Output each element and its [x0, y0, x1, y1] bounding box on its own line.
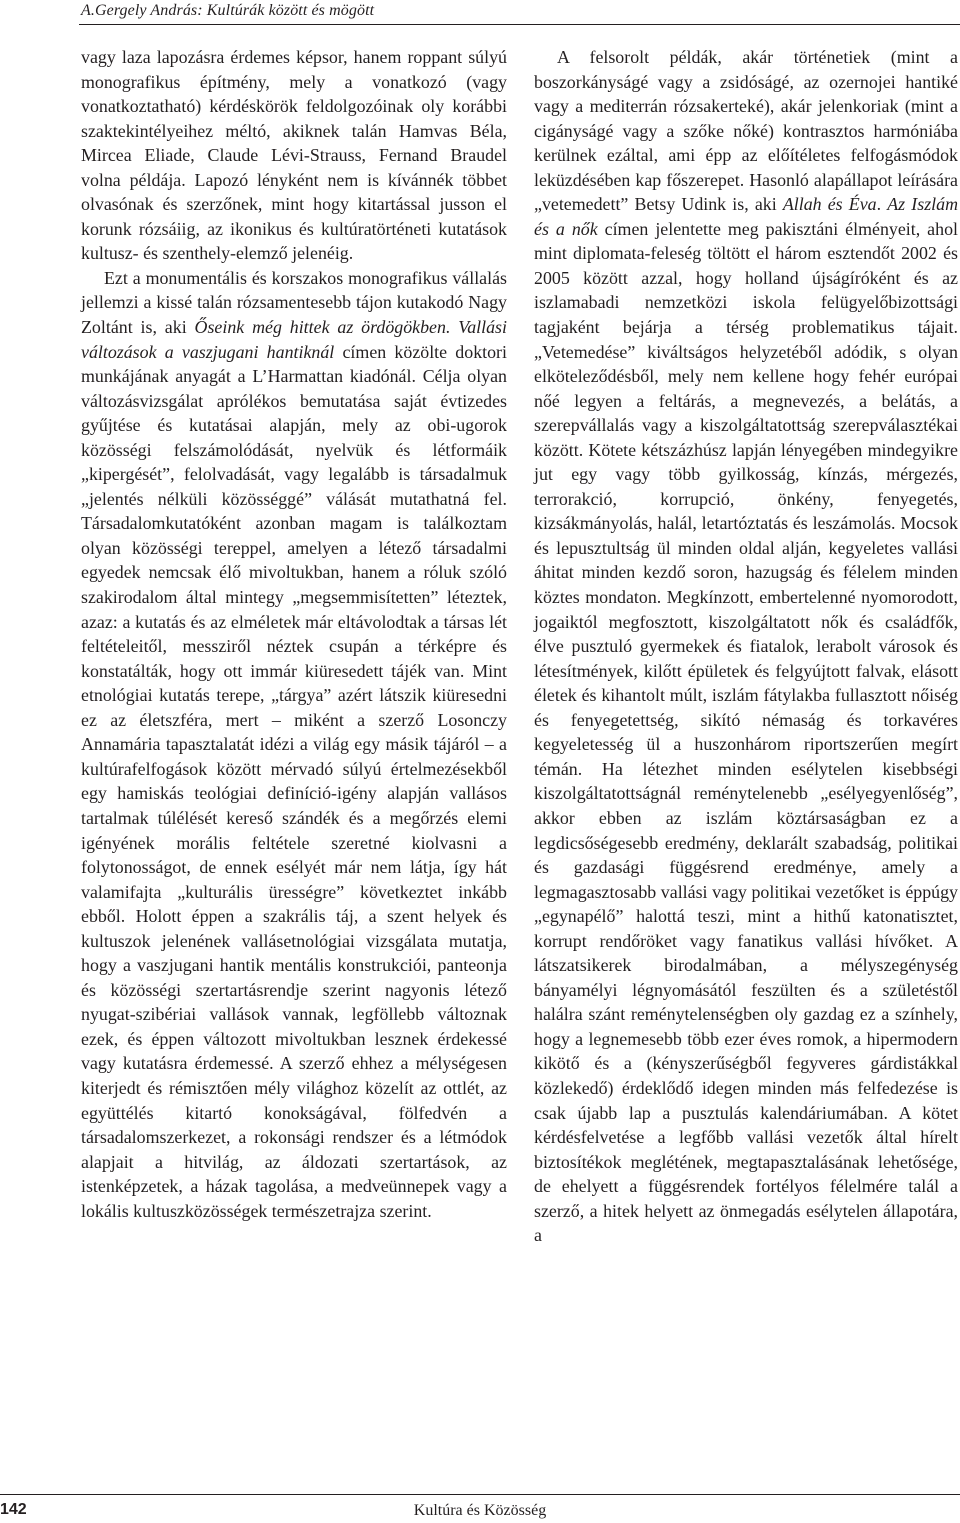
cited-title-iszlam: Az Iszlám és a nők: [534, 194, 958, 239]
cited-title-nagy: Őseink még hittek az ördögökben. Vallási változások a vaszjugani hantiknál: [81, 317, 507, 362]
running-header: A.Gergely András: Kultúrák között és mögött: [81, 2, 375, 19]
left-column: [81, 45, 507, 1223]
header-rule: [79, 24, 960, 25]
right-column: [534, 45, 958, 1248]
right-paragraph-1-sep: .: [876, 194, 888, 215]
footer-journal-title: Kultúra és Közösség: [413, 1502, 547, 1519]
left-paragraph-1: vagy laza lapozásra érdemes képsor, hanem roppant súlyú monografikus építmény, mely a vonatkozó (vagy vonatkoztatható) kérdéskörök feldolgozóinak oly korábbi szaktekintélyeihez méltó, akiknek talán Hamvas Béla, Mircea Eliade, Claude Lévi-Strauss, Fernand Braudel volna példája. Lapozó lényként nem is kívánnék többet olvasónak és szerzőnek, mint hogy kitartással jusson el korunk rózsáiig, az ikonikus és kultúratörténeti kutatások kultusz- és szenthely-elemző jelenéig.: [81, 47, 507, 264]
left-paragraph-2: [81, 266, 507, 1223]
cited-title-allah: Allah és Éva: [782, 194, 877, 215]
right-paragraph-1: [534, 45, 958, 1248]
right-paragraph-1-part-a: A felsorolt példák, akár történetiek (mint a boszorkányságé vagy a zsidóságé, az ozernojei hantiké vagy a mediterrán rózsakerteké), akár jelenkoriak (mint a cigányságé vagy a szőke nőké) kontrasztos harmóniába kerülnek ezáltal, ami épp az előítéletes felfogásmódok leküzdésében kap főszerepet. Hasonló alapállapot leírására „vetemedett” Betsy Udink is, aki: [534, 47, 958, 215]
right-paragraph-1-part-c: címen jelentette meg pakisztáni élményeit, ahol mint diplomata-feleség töltött el három esztendőt 2002 és 2005 között azzal, hogy holland újságíróként és az iszlamabadi nemzetközi iskola felügyelőbizottsági tagjaként bejárja a térség problematikus tájait. „Vetemedése” kiváltságos helyzetéből adódik, s olyan elköteleződésből, mely nem kellene hogy fehér európai nőé legyen a feltárás, a megnevezés, a belátás, a szerepvállalás vagy a kiszolgáltatottság szerepválasztékai között. Kötete kétszázhúsz lapján lényegében mindegyikre jut egy vagy több gyilkosság, kínzás, mérgezés, terrorakció, korrupció, önkény, fenyegetés, kizsákmányolás, halál, letartóztatás és leszámolás. Mocsok és lepusztultság ül minden oldal alján, kegyeletes vallási áhitat minden kezdő soron, hazugság és félelem minden köztes mondaton. Megkínzott, embertelenné nyomorodott, jogaiktól megfosztott, kiszolgáltatott nők és családfők, élve pusztuló gyermekek és fiatalok, lerabolt városok és létesítmények, kilőtt épületek és felgyújtott falvak, elásott életek és kihantolt múlt, iszlám fátylakba fullasztott nőiség és fenyegetettség, sikító némaság és torkavéres kegyeletesség ül a huszonhárom riportszerűen megírt témán. Ha létezhet minden esélytelen kisebbségi kiszolgáltatottságnál reménytelenebb „esélyegyenlőség”, akkor ebben az iszlám köztársaságban ez a legdicsőségesebb eredmény, deklarált szabadság, politikai és gazdasági függésrend eredménye, amely a legmagasztosabb vallási vagy politikai vezetőket is éppúgy „egynapélő” halottá teszi, mint a hithű katonatisztet, korrupt rendőröket vagy fanatikus vallási hívőket. A látszatsikerek birodalmában, a mélyszegénység bányamélyi légnyomásától feszülten és a születéstől halálra szánt reménytelenségben oly gazdag ez a színhely, hogy a legnemesebb több ezer éves romok, a hipermodern kikötő és a (kényszerűségből fegyveres gárdistákkal közlekedő) érdeklődő idegen minden más felfedezése is csak újabb lap a pusztulás kalendáriumában. A kötet kérdésfelvetése a legfőbb vallási vezetők által hírelt biztosítékok meglétének, megtapasztalásának lehetősége, de ehelyett a függésrendek fortélyos félelmére talál a szerző, a hitek helyett az önmegadás esélytelen állapotára, a: [534, 218, 958, 1246]
page-number: 142: [0, 1501, 27, 1518]
footer-rule: [0, 1494, 960, 1495]
left-paragraph-2-part-a: Ezt a monumentális és korszakos monografikus vállalás jellemzi a kissé talán rózsamentesebb tájon kutakodó Nagy Zoltánt is, aki: [81, 267, 507, 338]
left-paragraph-2-part-b: címen közölte doktori munkájának anyagát a L’Harmattan kiadónál. Célja olyan változásvizsgálat aprólékos bemutatása saját évtizedes gyűjtése és kutatásai alapján, mely az obi-ugorok közösségi felszámolódását, nyelvük és létformáik „kipergését”, felolvadását, vagy legalább is társadalmuk „jelentés nélküli közösséggé” válását mutathatná fel. Társadalomkutatóként azonban magam is találkoztam olyan közösségi tereppel, amelyen a létező társadalmi egyedek nemcsak élő mivoltukban, hanem a róluk szóló szakirodalom által mintegy „megsemmisítetten” léteztek, azaz: a kutatás és az elméletek már eltávolodtak a társas lét feltételeitől, messziről néztek csupán a térképre és konstatálták, hogy ott immár kiüresedett tájék van. Mint etnológiai kutatás terepe, „tárgya” azért látszik kiüresedni ez az életszféra, mert – miként a szerző Losonczy Annamária tapasztalatát idézi a világ egy másik tájáról – a kultúrafelfogások között mérvadó súlyú értelmezésekből egy hamiskás teológiai definíció-igény alapján vallásos tartalmak túlélését kereső szándék és a megőrzés elemi igényének morális feltétele szeretné kiolvasni a folytonosságot, de ennek esélyét már nem látja, így hát valamifajta „kulturális ürességre” következtet inkább ebből. Holott éppen a szakrális táj, a szent helyek és kultuszok jelenének vallásetnológiai vizsgálata mutatja, hogy a vaszjugani hantik mentális konstrukciói, panteonja és közösségi szertartásrendje szerint nagyonis létező nyugat-szibériai vallások vannak, legföllebb változnak ezek, és éppen változott mivoltukban lesznek érdekessé vagy kutatásra érdemessé. A szerző ehhez a mélységesen kiterjedt és rémisztően mély világhoz közelít az ottlét, az együttélés kitartó konokságával, fölfedvén a társadalomszerkezet, a rokonsági rendszer és a létmódok alapjait a hitvilág, az áldozati szertartások, az istenképzetek, a házak tagolása, a medveünnepek vagy a lokális kultuszközösségek természetrajza szerint.: [81, 341, 507, 1221]
